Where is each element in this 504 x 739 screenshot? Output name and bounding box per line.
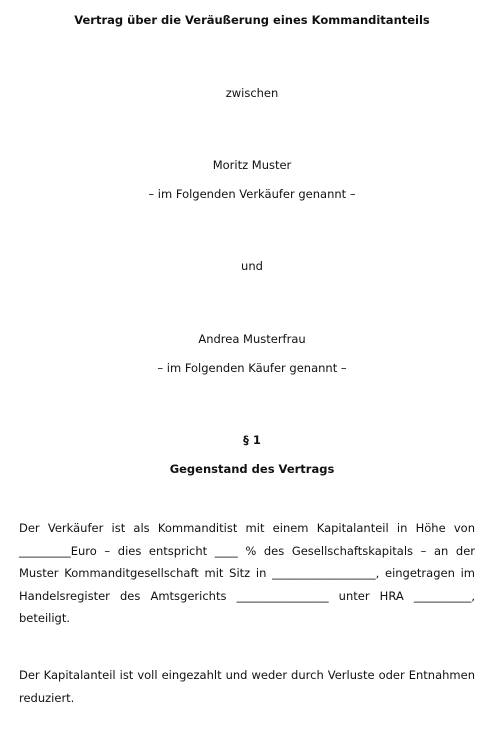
between-label: zwischen (225, 86, 279, 100)
and-label: und (241, 259, 263, 273)
section-title: Gegenstand des Vertrags (169, 462, 335, 476)
section-number: § 1 (243, 433, 261, 447)
document-title: Vertrag über die Veräußerung eines Kommanditanteils (74, 13, 430, 27)
seller-name: Moritz Muster (212, 158, 292, 172)
buyer-name: Andrea Musterfrau (198, 332, 306, 346)
seller-role: – im Folgenden Verkäufer genannt – (148, 187, 356, 201)
paragraph-1: Der Verkäufer ist als Kommanditist mit einem Kapitalanteil in Höhe von _________Euro – dies entspricht ____ % des Gesellschaftskapitals – an der Muster Kommanditgesellschaft mit Sitz in __________________, eingetragen im Handelsregister des Amtsgerichts ________________ unter HRA __________, beteiligt. (19, 521, 475, 625)
buyer-role: – im Folgenden Käufer genannt – (157, 361, 347, 375)
paragraph-2: Der Kapitalanteil ist voll eingezahlt und weder durch Verluste oder Entnahmen reduziert. (19, 668, 475, 705)
